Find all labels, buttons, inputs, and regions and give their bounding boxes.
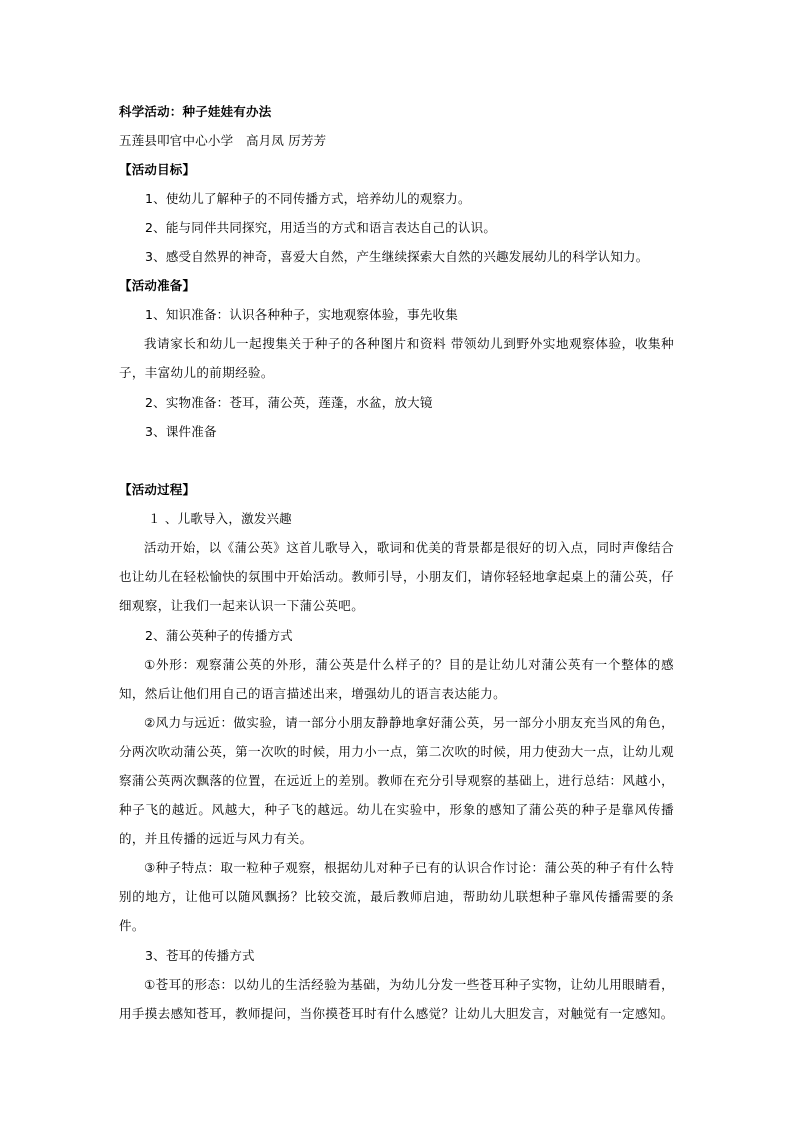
goal-item-2: 2、能与同伴共同探究，用适当的方式和语言表达自己的认识。: [145, 220, 497, 235]
preparation-item-1-detail: 我请家长和幼儿一起搜集关于种子的各种图片和资料 带领幼儿到野外实地观察体验，收集种子，丰富幼儿的前期经验。: [119, 336, 674, 380]
author-line: 五莲县叩官中心小学 高月凤 厉芳芳: [119, 133, 327, 148]
process-step-3-a: ①苍耳的形态：以幼儿的生活经验为基础，为幼儿分发一些苍耳种子实物，让幼儿用眼睛看，用手摸去感知苍耳，教师提问，当你摸苍耳时有什么感觉？让幼儿大胆发言，对触觉有一定感知。: [119, 977, 674, 1021]
process-step-2: 2、蒲公英种子的传播方式: [145, 628, 293, 643]
process-step-2-c: ③种子特点：取一粒种子观察，根据幼儿对种子已有的认识合作讨论：蒲公英的种子有什么特别的地方，让他可以随风飘扬？比较交流，最后教师启迪，帮助幼儿联想种子靠风传播需要的条件。: [119, 860, 674, 933]
goal-item-1: 1、使幼儿了解种子的不同传播方式，培养幼儿的观察力。: [145, 191, 471, 206]
process-heading: 【活动过程】: [119, 482, 196, 497]
process-step-2-a: ①外形：观察蒲公英的外形，蒲公英是什么样子的？目的是让幼儿对蒲公英有一个整体的感知，然后让他们用自己的语言描述出来，增强幼儿的语言表达能力。: [119, 657, 674, 701]
process-step-3: 3、苍耳的传播方式: [145, 948, 255, 963]
goals-heading: 【活动目标】: [119, 162, 196, 177]
process-step-1-text: 活动开始，以《蒲公英》这首儿歌导入，歌词和优美的背景都是很好的切入点，同时声像结合也让幼儿在轻松愉快的氛围中开始活动。教师引导，小朋友们，请你轻轻地拿起桌上的蒲公英，仔细观察，让我们一起来认识一下蒲公英吧。: [119, 540, 674, 613]
preparation-item-2: 2、实物准备：苍耳，蒲公英，莲蓬，水盆，放大镜: [145, 395, 433, 410]
document-title: 科学活动：种子娃娃有办法: [119, 104, 272, 119]
goal-item-3: 3、感受自然界的神奇，喜爱大自然，产生继续探索大自然的兴趣发展幼儿的科学认知力。: [145, 249, 649, 264]
preparation-item-1: 1、知识准备：认识各种种子，实地观察体验，事先收集: [145, 307, 458, 322]
process-step-2-b: ②风力与远近：做实验，请一部分小朋友静静地拿好蒲公英，另一部分小朋友充当风的角色，分两次吹动蒲公英，第一次吹的时候，用力小一点，第二次吹的时候，用力使劲大一点，让幼儿观察蒲公英两次飘落的位置，在远近上的差别。教师在充分引导观察的基础上，进行总结：风越小，种子飞的越近。风越大，种子飞的越远。幼儿在实验中，形象的感知了蒲公英的种子是靠风传播的，并且传播的远近与风力有关。: [119, 715, 674, 846]
process-step-1: １ 、儿歌导入，激发兴趣: [148, 511, 292, 526]
preparation-item-3: 3、课件准备: [145, 424, 217, 439]
preparation-heading: 【活动准备】: [119, 278, 196, 293]
